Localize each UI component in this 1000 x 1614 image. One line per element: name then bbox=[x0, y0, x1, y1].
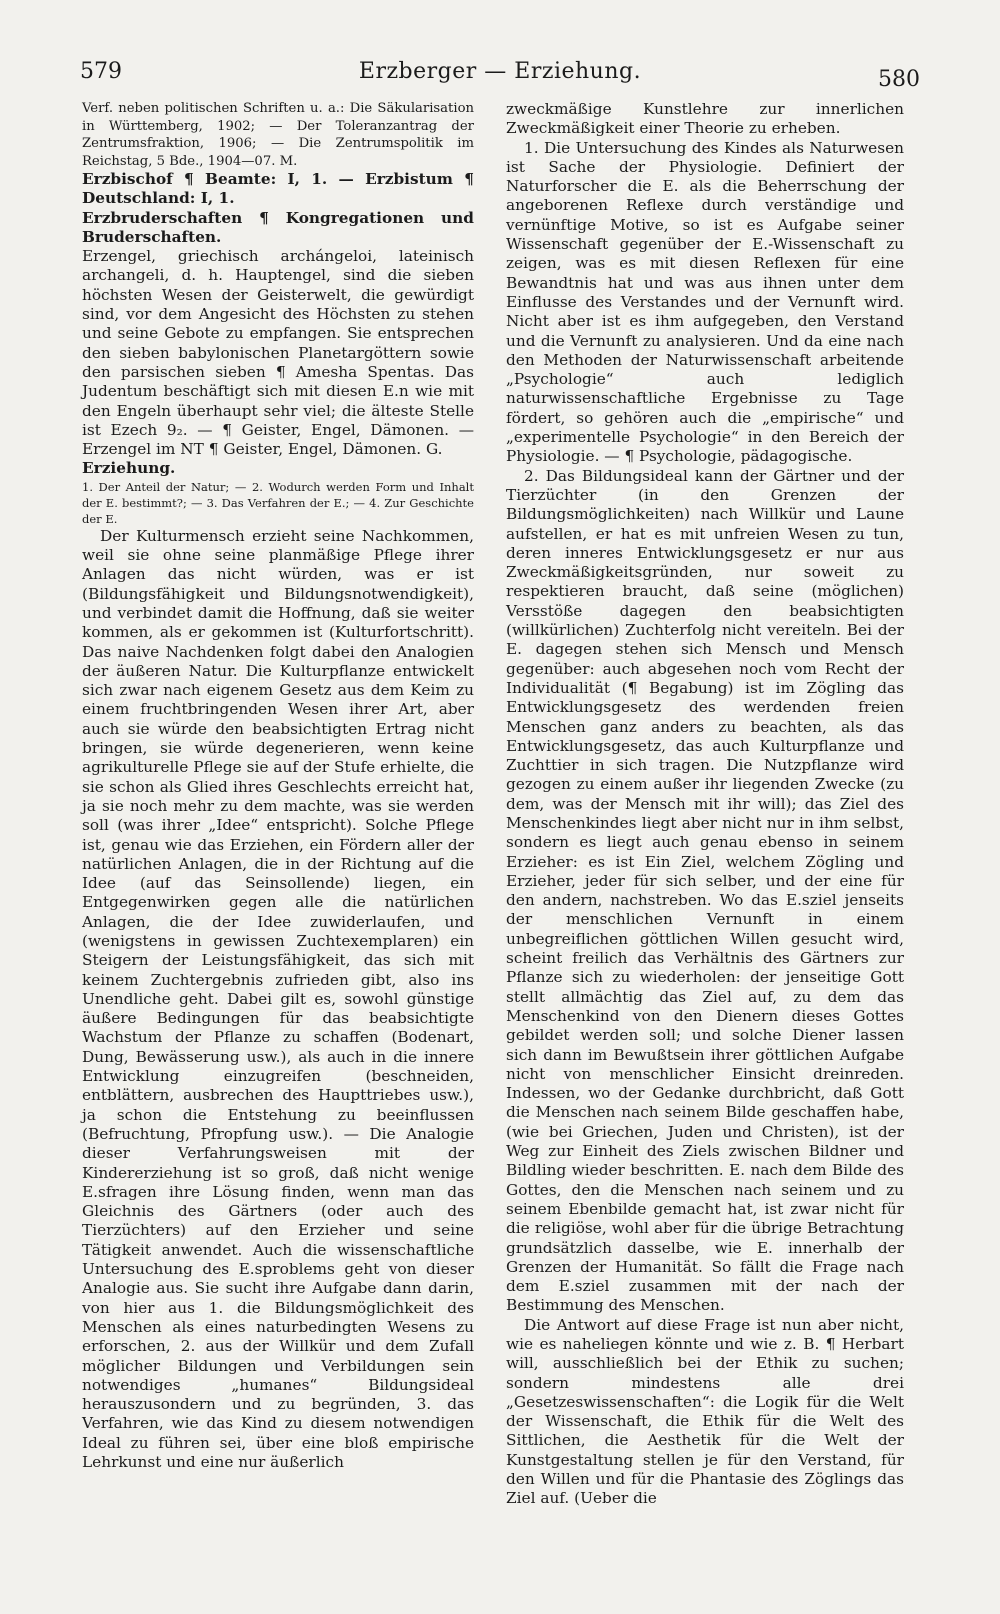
section-2: 2. Das Bildungsideal kann der Gärtner und der Tierzüchter (in den Grenzen der Bildungsmöglichkeiten) nach Willkür und Laune aufstellen, er hat es mit unfreien Wesen zu tun, deren inneres Entwicklungsgesetz er nur aus Zweckmäßigkeitsgründen, nur soweit zu respektieren braucht, daß seine (möglichen) Versstöße dagegen den beabsichtigten (willkürlichen) Zuchterfolg nicht vereiteln. Bei der E. dagegen stehen sich Mensch und Mensch gegenüber: auch abgesehen noch vom Recht der Individualität (¶ Begabung) ist im Zögling das Entwicklungsgesetz des werdenden freien Menschen ganz anders zu beachten, als das Entwicklungsgesetz, das auch Kulturpflanze und Zuchttier in sich tragen. Die Nutzpflanze wird gezogen zu einem außer ihr liegenden Zwecke (zu dem, was der Mensch mit ihr will); das Ziel des Menschenkindes liegt aber nicht nur in ihm selbst, sondern es liegt auch genau ebenso in seinem Erzieher: es ist Ein Ziel, welchem Zögling und Erzieher, jeder für sich selber, und der eine für den andern, nachstreben. Wo das E.sziel jenseits der menschlichen Vernunft in einem unbegreiflichen göttlichen Willen gesucht wird, scheint freilich das Verhältnis des Gärtners zur Pflanze sich zu wiederholen: der jenseitige Gott stellt allmächtig das Ziel auf, zu dem das Menschenkind von den Dienern dieses Gottes gebildet werden soll; und solche Diener lassen sich dann im Bewußtsein ihrer göttlichen Aufgabe nicht von menschlicher Einsicht dreinreden. Indessen, wo der Gedanke durchbricht, daß Gott die Menschen nach seinem Bilde geschaffen habe, (wie bei Griechen, Juden und Christen), ist der Weg zur Einheit des Ziels zwischen Bildner und Bildling wieder beschritten. E. nach dem Bilde des Gottes, den die Menschen nach seinem und zu seinem Ebenbilde gemacht hat, ist zwar nicht für die religiöse, wohl aber für die übrige Betrachtung grundsätzlich dasselbe, wie E. innerhalb der Grenzen der Humanität. So fällt die Frage nach dem E.sziel zusammen mit der nach der Bestimmung des Menschen. bbox=[506, 466, 904, 1315]
left-column bbox=[82, 100, 474, 1472]
section-1: 1. Die Untersuchung des Kindes als Naturwesen ist Sache der Physiologie. Definiert der Naturforscher die E. als die Beherrschung der angeborenen Reflexe durch verständige und vernünftige Motive, so ist es Aufgabe seiner Wissenschaft gegenüber der E.-Wissenschaft zu zeigen, was es mit diesen Reflexen für eine Bewandtnis hat und was aus ihnen unter dem Einflusse des Verstandes und der Vernunft wird. Nicht aber ist es ihm aufgegeben, den Verstand und die Vernunft zu analysieren. Und da eine nach den Methoden der Naturwissenschaft arbeitende „Psychologie“ auch lediglich naturwissenschaftliche Ergebnisse zu Tage fördert, so gehören auch die „empirische“ und „experimentelle Psychologie“ in den Bereich der Physiologie. — ¶ Psychologie, pädagogische. bbox=[506, 138, 904, 466]
entry-erziehung-title: Erziehung. bbox=[82, 459, 176, 478]
running-title: Erzberger — Erziehung. bbox=[358, 59, 642, 84]
right-column bbox=[506, 100, 904, 1509]
page-header bbox=[70, 55, 930, 95]
page-number-left: 579 bbox=[80, 59, 122, 84]
author-works-entry: Verf. neben politischen Schriften u. a.: Die Säkularisation in Württemberg, 1902; — Der Toleranzantrag der Zentrumsfraktion, 1906; — Die Zentrumspolitik im Reichstag, 5 Bde., 1904—07. M. bbox=[82, 101, 474, 169]
page-number-right: 580 bbox=[878, 67, 920, 92]
entry-erzbischof: Erzbischof ¶ Beamte: I, 1. — Erzbistum ¶ Deutschland: I, 1. bbox=[82, 170, 474, 208]
section-2-continued: Die Antwort auf diese Frage ist nun aber nicht, wie es naheliegen könnte und wie z. B. ¶ Herbart will, ausschließlich bei der Ethik zu suchen; sondern mindestens alle drei „Gesetzeswissenschaften“: die Logik für die Welt der Wissenschaft, die Ethik für die Welt des Sittlichen, die Aesthetik für die Welt der Kunstgestaltung stellen je für den Verstand, für den Willen und für die Phantasie des Zöglings das Ziel auf. (Ueber die bbox=[506, 1315, 904, 1508]
continuation-text: zweckmäßige Kunstlehre zur innerlichen Zweckmäßigkeit einer Theorie zu erheben. bbox=[506, 100, 904, 138]
erziehung-contents: 1. Der Anteil der Natur; — 2. Wodurch werden Form und Inhalt der E. bestimmt?; — 3. Das Verfahren der E.; — 4. Zur Geschichte der E. bbox=[82, 479, 474, 526]
entry-erzbruderschaften: Erzbruderschaften ¶ Kongregationen und Bruderschaften. bbox=[82, 208, 474, 246]
erziehung-intro: Der Kulturmensch erzieht seine Nachkommen, weil sie ohne seine planmäßige Pflege ihrer Anlagen das nicht würden, was er ist (Bildungsfähigkeit und Bildungsnotwendigkeit), und verbindet damit die Hoffnung, daß sie weiter kommen, als er gekommen ist (Kulturfortschritt). Das naive Nachdenken folgt dabei den Analogien der äußeren Natur. Die Kulturpflanze entwickelt sich zwar nach eigenem Gesetz aus dem Keim zu einem fruchtbringenden Wesen ihrer Art, aber auch sie würde den beabsichtigten Ertrag nicht bringen, sie würde degenerieren, wenn keine agrikulturelle Pflege sie auf der Stufe erhielte, die sie schon als Glied ihres Geschlechts erreicht hat, ja sie noch mehr zu dem machte, was sie werden soll (was ihrer „Idee“ entspricht). Solche Pflege ist, genau wie das Erziehen, ein Fördern aller der natürlichen Anlagen, die in der Richtung auf die Idee (auf das Seinsollende) liegen, ein Entgegenwirken gegen alle die natürlichen Anlagen, die der Idee zuwiderlaufen, und (wenigstens in gewissen Zuchtexemplaren) ein Steigern der Leistungsfähigkeit, das sich mit keinem Zuchtergebnis zufrieden gibt, also ins Unendliche geht. Dabei gilt es, sowohl günstige äußere Bedingungen für das beabsichtigte Wachstum der Pflanze zu schaffen (Bodenart, Dung, Bewässerung usw.), als auch in die innere Entwicklung einzugreifen (beschneiden, entblättern, ausbrechen des Haupttriebes usw.), ja schon die Entstehung zu beeinflussen (Befruchtung, Pfropfung usw.). — Die Analogie dieser Verfahrungsweisen mit der Kindererziehung ist so groß, daß nicht wenige E.sfragen ihre Lösung finden, wenn man das Gleichnis des Gärtners (oder auch des Tierzüchters) auf den Erzieher und seine Tätigkeit anwendet. Auch die wissenschaftliche Untersuchung des E.sproblems geht von dieser Analogie aus. Sie sucht ihre Aufgabe dann darin, von hier aus 1. die Bildungsmöglichkeit des Menschen als eines naturbedingten Wesens zu erforschen, 2. aus der Willkür und dem Zufall möglicher Bildungen und Verbildungen sein notwendiges „humanes“ Bildungsideal herauszusondern und zu begründen, 3. das Verfahren, wie das Kind zu diesem notwendigen Ideal zu führen sei, über eine bloß empirische Lehrkunst und eine nur äußerlich bbox=[82, 526, 474, 1471]
entry-erzengel: Erzengel, griechisch archángeloi, lateinisch archangeli, d. h. Hauptengel, sind die sieben höchsten Wesen der Geisterwelt, die gewürdigt sind, vor dem Angesicht des Höchsten zu stehen und seine Gebote zu empfangen. Sie entsprechen den sieben babylonischen Planetargöttern sowie den parsischen sieben ¶ Amesha Spentas. Das Judentum beschäftigt sich mit diesen E.n wie mit den Engeln überhaupt sehr viel; die älteste Stelle ist Ezech 9₂. — ¶ Geister, Engel, Dämonen. — Erzengel im NT ¶ Geister, Engel, Dämonen. G. bbox=[82, 247, 474, 459]
